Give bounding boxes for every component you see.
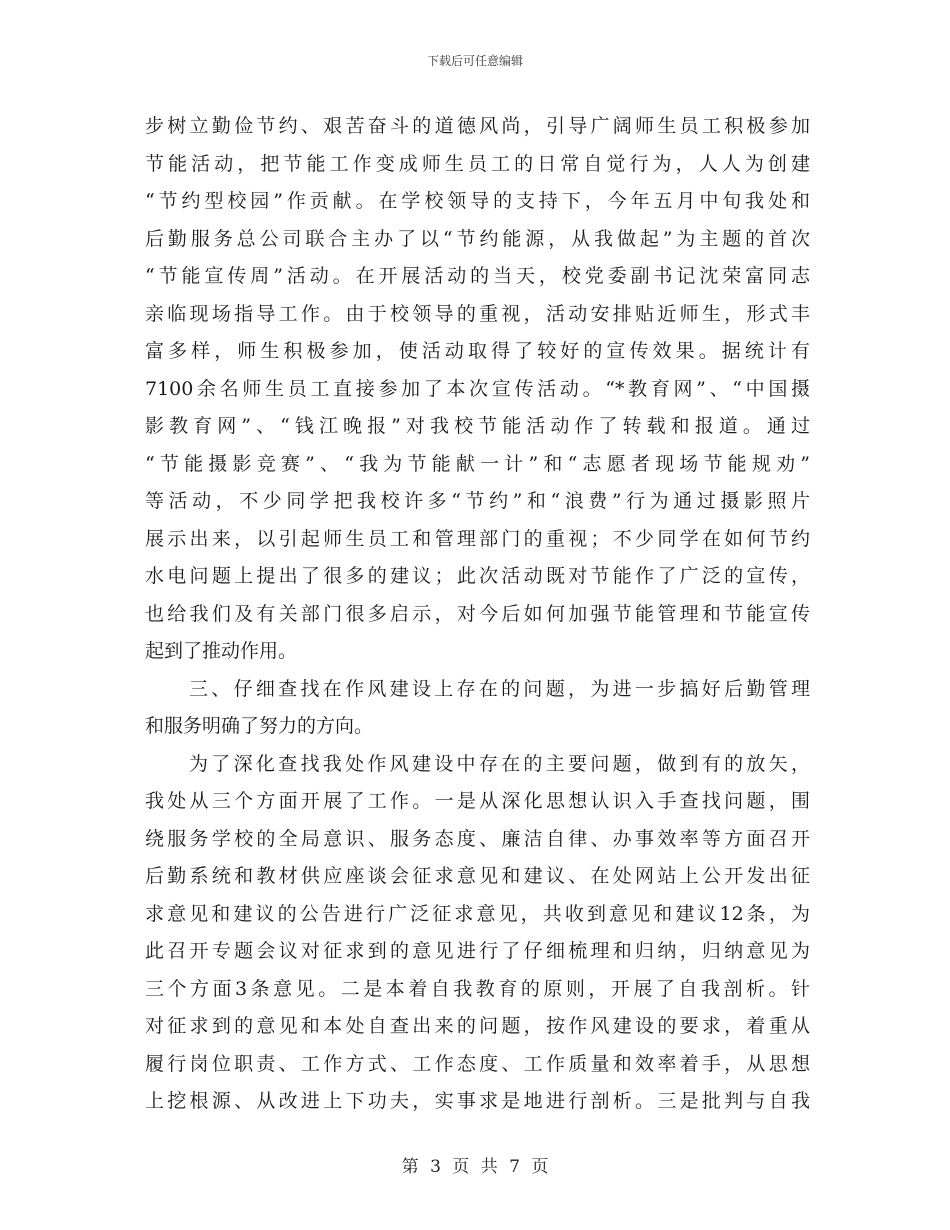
text-line: 后勤服务总公司联合主办了以“节约能源，从我做起”为主题的首次 <box>145 227 810 250</box>
text-line: 节能活动，把节能工作变成师生员工的日常自觉行为，人人为创建 <box>145 152 810 175</box>
text-line: 绕服务学校的全局意识、服务态度、廉洁自律、办事效率等方面召开 <box>145 827 810 850</box>
text-line: 7100余名师生员工直接参加了本次宣传活动。“*教育网”、“中国摄 <box>145 377 810 400</box>
text-line: 上挖根源、从改进上下功夫，实事求是地进行剖析。三是批判与自我 <box>145 1090 810 1112</box>
section-heading-line: 三、仔细查找在作风建设上存在的问题，为进一步搞好后勤管理 <box>189 677 810 700</box>
text-line: 亲临现场指导工作。由于校领导的重视，活动安排贴近师生，形式丰 <box>145 302 810 325</box>
text-line: 求意见和建议的公告进行广泛征求意见，共收到意见和建议12条，为 <box>145 902 810 925</box>
text-line: 步树立勤俭节约、艰苦奋斗的道德风尚，引导广阔师生员工积极参加 <box>145 115 810 137</box>
text-line: “节能摄影竞赛”、“我为节能献一计”和“志愿者现场节能规劝” <box>145 452 810 475</box>
text-line: 等活动，不少同学把我校许多“节约”和“浪费”行为通过摄影照片 <box>145 490 810 512</box>
text-line: 起到了推动作用。 <box>145 640 298 662</box>
text-line: “节约型校园”作贡献。在学校领导的支持下，今年五月中旬我处和 <box>145 190 810 212</box>
page-header-note: 下载后可任意编辑 <box>426 54 523 68</box>
text-line: 三个方面3条意见。二是本着自我教育的原则，开展了自我剖析。针 <box>145 977 810 1000</box>
text-line: 水电问题上提出了很多的建议；此次活动既对节能作了广泛的宣传， <box>145 565 810 587</box>
text-line: 履行岗位职责、工作方式、工作态度、工作质量和效率着手，从思想 <box>145 1052 810 1075</box>
page-number: 第 3 页 共 7 页 <box>401 1157 549 1177</box>
text-line: 富多样，师生积极参加，使活动取得了较好的宣传效果。据统计有 <box>145 340 810 362</box>
text-line: 后勤系统和教材供应座谈会征求意见和建议、在处网站上公开发出征 <box>145 865 810 887</box>
text-line: 展示出来，以引起师生员工和管理部门的重视；不少同学在如何节约 <box>145 527 810 550</box>
text-line: 也给我们及有关部门很多启示，对今后如何加强节能管理和节能宣传 <box>145 602 810 625</box>
text-line: 影教育网”、“钱江晚报”对我校节能活动作了转载和报道。通过 <box>145 415 810 437</box>
text-line: “节能宣传周”活动。在开展活动的当天，校党委副书记沈荣富同志 <box>145 265 810 287</box>
document-body <box>145 108 810 1121</box>
text-line: 我处从三个方面开展了工作。一是从深化思想认识入手查找问题，围 <box>145 790 810 812</box>
text-line: 对征求到的意见和本处自查出来的问题，按作风建设的要求，着重从 <box>145 1015 810 1037</box>
text-line: 为了深化查找我处作风建设中存在的主要问题，做到有的放矢， <box>189 752 810 775</box>
section-heading-line: 和服务明确了努力的方向。 <box>145 715 374 737</box>
text-line: 此召开专题会议对征求到的意见进行了仔细梳理和归纳，归纳意见为 <box>145 940 810 962</box>
